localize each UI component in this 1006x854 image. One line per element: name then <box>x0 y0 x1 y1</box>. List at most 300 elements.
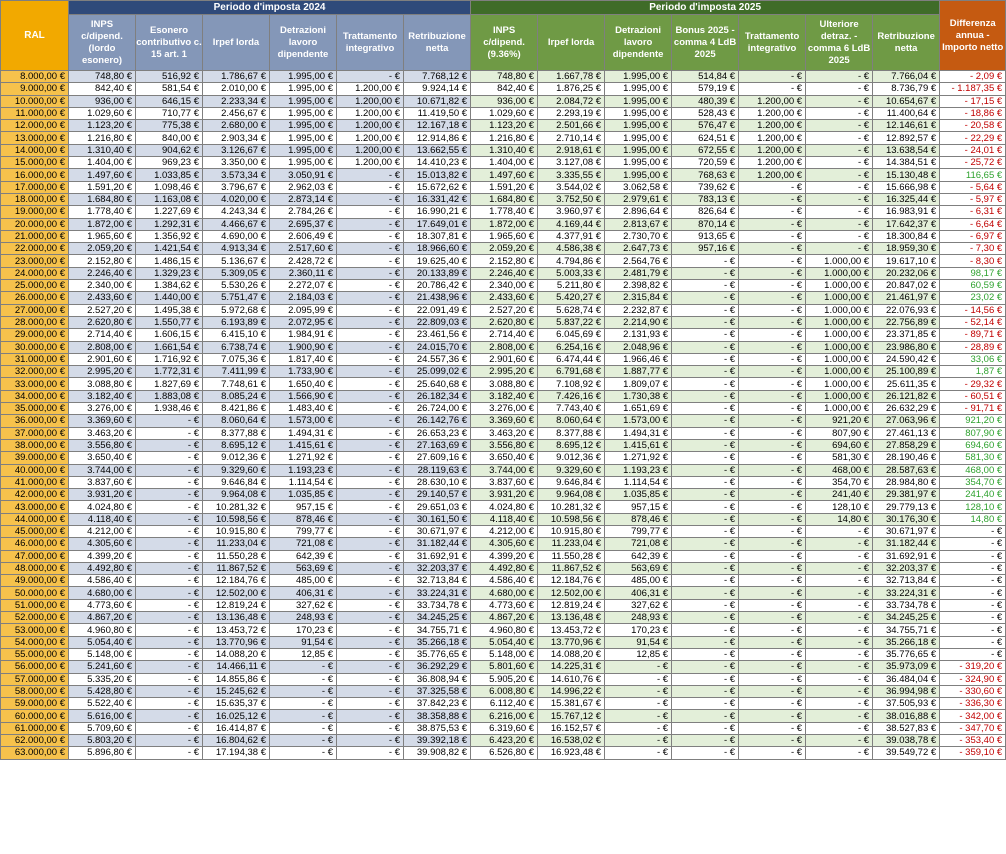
cell-2024[interactable]: 1.029,60 € <box>69 107 136 119</box>
cell-2025[interactable]: - € <box>672 476 739 488</box>
cell-2025[interactable]: 2.084,72 € <box>538 95 605 107</box>
cell-2025[interactable]: 783,13 € <box>672 193 739 205</box>
cell-2024[interactable]: 1.995,00 € <box>270 107 337 119</box>
cell-2025[interactable]: 27.461,13 € <box>873 427 940 439</box>
ral-cell[interactable]: 8.000,00 € <box>1 71 69 83</box>
cell-2024[interactable]: 34.755,71 € <box>404 624 471 636</box>
cell-2025[interactable]: - € <box>739 550 806 562</box>
ral-cell[interactable]: 49.000,00 € <box>1 575 69 587</box>
cell-2024[interactable]: 26.724,00 € <box>404 403 471 415</box>
cell-2025[interactable]: 30.176,30 € <box>873 513 940 525</box>
cell-2024[interactable]: 30.161,50 € <box>404 513 471 525</box>
cell-2024[interactable]: - € <box>337 648 404 660</box>
difference-cell[interactable]: - € <box>940 624 1006 636</box>
cell-2025[interactable]: 2.710,14 € <box>538 132 605 144</box>
cell-2024[interactable]: 10.671,82 € <box>404 95 471 107</box>
cell-2025[interactable]: 7.766,04 € <box>873 71 940 83</box>
cell-2025[interactable]: - € <box>739 636 806 648</box>
cell-2024[interactable]: 24.015,70 € <box>404 341 471 353</box>
cell-2025[interactable]: 15.767,12 € <box>538 710 605 722</box>
cell-2024[interactable]: 1.292,31 € <box>136 218 203 230</box>
cell-2024[interactable]: 4.690,00 € <box>203 230 270 242</box>
cell-2024[interactable]: 4.492,80 € <box>69 562 136 574</box>
cell-2024[interactable]: 12.819,24 € <box>203 599 270 611</box>
cell-2025[interactable]: - € <box>605 698 672 710</box>
cell-2025[interactable]: - € <box>739 685 806 697</box>
cell-2025[interactable]: - € <box>672 366 739 378</box>
cell-2024[interactable]: 1.965,60 € <box>69 230 136 242</box>
ral-cell[interactable]: 33.000,00 € <box>1 378 69 390</box>
cell-2025[interactable]: - € <box>605 685 672 697</box>
cell-2024[interactable]: - € <box>337 341 404 353</box>
cell-2025[interactable]: - € <box>806 612 873 624</box>
cell-2025[interactable]: - € <box>739 476 806 488</box>
cell-2024[interactable]: 1.995,00 € <box>270 95 337 107</box>
difference-cell[interactable]: 807,90 € <box>940 427 1006 439</box>
cell-2025[interactable]: 14.088,20 € <box>538 648 605 660</box>
difference-cell[interactable]: 354,70 € <box>940 476 1006 488</box>
difference-cell[interactable]: - 22,29 € <box>940 132 1006 144</box>
cell-2024[interactable]: - € <box>337 390 404 402</box>
cell-2024[interactable]: - € <box>136 513 203 525</box>
difference-cell[interactable]: 468,00 € <box>940 464 1006 476</box>
ral-cell[interactable]: 10.000,00 € <box>1 95 69 107</box>
cell-2024[interactable]: 4.867,20 € <box>69 612 136 624</box>
cell-2025[interactable]: 3.088,80 € <box>471 378 538 390</box>
cell-2025[interactable]: - € <box>605 747 672 759</box>
cell-2025[interactable]: 14,80 € <box>806 513 873 525</box>
cell-2024[interactable]: 4.024,80 € <box>69 501 136 513</box>
cell-2025[interactable]: - € <box>739 624 806 636</box>
cell-2024[interactable]: 3.126,67 € <box>203 144 270 156</box>
cell-2025[interactable]: 1.995,00 € <box>605 71 672 83</box>
cell-2024[interactable]: - € <box>136 698 203 710</box>
cell-2024[interactable]: 1.033,85 € <box>136 169 203 181</box>
cell-2025[interactable]: 1.651,69 € <box>605 403 672 415</box>
cell-2024[interactable]: 4.773,60 € <box>69 599 136 611</box>
cell-2025[interactable]: 468,00 € <box>806 464 873 476</box>
cell-2024[interactable]: 1.384,62 € <box>136 280 203 292</box>
cell-2024[interactable]: 35.776,65 € <box>404 648 471 660</box>
cell-2024[interactable]: 1.995,00 € <box>270 144 337 156</box>
cell-2025[interactable]: 1.995,00 € <box>605 157 672 169</box>
cell-2025[interactable]: 7.426,16 € <box>538 390 605 402</box>
cell-2025[interactable]: 6.045,69 € <box>538 329 605 341</box>
cell-2025[interactable]: 35.266,18 € <box>873 636 940 648</box>
cell-2024[interactable]: 1.650,40 € <box>270 378 337 390</box>
cell-2024[interactable]: 1.483,40 € <box>270 403 337 415</box>
cell-2024[interactable]: 34.245,25 € <box>404 612 471 624</box>
ral-cell[interactable]: 34.000,00 € <box>1 390 69 402</box>
cell-2025[interactable]: - € <box>739 353 806 365</box>
cell-2025[interactable]: 1.200,00 € <box>739 157 806 169</box>
ral-cell[interactable]: 20.000,00 € <box>1 218 69 230</box>
cell-2025[interactable]: - € <box>806 735 873 747</box>
cell-2025[interactable]: 14.996,22 € <box>538 685 605 697</box>
cell-2025[interactable]: - € <box>806 181 873 193</box>
cell-2024[interactable]: 30.671,97 € <box>404 525 471 537</box>
ral-cell[interactable]: 22.000,00 € <box>1 243 69 255</box>
cell-2025[interactable]: 842,40 € <box>471 83 538 95</box>
cell-2024[interactable]: - € <box>136 722 203 734</box>
cell-2025[interactable]: 12.184,76 € <box>538 575 605 587</box>
cell-2024[interactable]: 26.142,76 € <box>404 415 471 427</box>
cell-2025[interactable]: - € <box>739 181 806 193</box>
cell-2024[interactable]: 1.329,23 € <box>136 267 203 279</box>
cell-2025[interactable]: - € <box>672 304 739 316</box>
cell-2024[interactable]: 904,62 € <box>136 144 203 156</box>
cell-2024[interactable]: 1.995,00 € <box>270 132 337 144</box>
cell-2025[interactable]: - € <box>672 353 739 365</box>
cell-2024[interactable]: 1.778,40 € <box>69 206 136 218</box>
cell-2025[interactable]: - € <box>672 501 739 513</box>
cell-2025[interactable]: 2.620,80 € <box>471 316 538 328</box>
cell-2025[interactable]: - € <box>739 193 806 205</box>
cell-2024[interactable]: 5.428,80 € <box>69 685 136 697</box>
cell-2024[interactable]: - € <box>337 575 404 587</box>
cell-2024[interactable]: 31.692,91 € <box>404 550 471 562</box>
cell-2024[interactable]: - € <box>337 722 404 734</box>
cell-2024[interactable]: - € <box>136 685 203 697</box>
difference-cell[interactable]: - € <box>940 587 1006 599</box>
difference-cell[interactable]: - 5,64 € <box>940 181 1006 193</box>
cell-2025[interactable]: 38.527,83 € <box>873 722 940 734</box>
cell-2025[interactable]: 2.433,60 € <box>471 292 538 304</box>
cell-2025[interactable]: 1.415,61 € <box>605 439 672 451</box>
cell-2025[interactable]: - € <box>739 316 806 328</box>
cell-2024[interactable]: 1.883,08 € <box>136 390 203 402</box>
cell-2025[interactable]: - € <box>806 169 873 181</box>
cell-2025[interactable]: 2.808,00 € <box>471 341 538 353</box>
cell-2024[interactable]: 1.566,90 € <box>270 390 337 402</box>
cell-2024[interactable]: 15.245,62 € <box>203 685 270 697</box>
cell-2024[interactable]: 2.517,60 € <box>270 243 337 255</box>
cell-2025[interactable]: 2.232,87 € <box>605 304 672 316</box>
cell-2024[interactable]: 3.050,91 € <box>270 169 337 181</box>
cell-2024[interactable]: 721,08 € <box>270 538 337 550</box>
cell-2024[interactable]: 13.453,72 € <box>203 624 270 636</box>
cell-2024[interactable]: 9.329,60 € <box>203 464 270 476</box>
ral-cell[interactable]: 38.000,00 € <box>1 439 69 451</box>
cell-2024[interactable]: 12.502,00 € <box>203 587 270 599</box>
difference-cell[interactable]: - 6,97 € <box>940 230 1006 242</box>
cell-2025[interactable]: 1.000,00 € <box>806 353 873 365</box>
cell-2025[interactable]: 20.232,06 € <box>873 267 940 279</box>
cell-2025[interactable]: 4.960,80 € <box>471 624 538 636</box>
cell-2025[interactable]: - € <box>806 661 873 673</box>
cell-2024[interactable]: 1.872,00 € <box>69 218 136 230</box>
cell-2025[interactable]: 672,55 € <box>672 144 739 156</box>
cell-2024[interactable]: - € <box>337 292 404 304</box>
cell-2025[interactable]: - € <box>739 230 806 242</box>
cell-2024[interactable]: 19.625,40 € <box>404 255 471 267</box>
ral-cell[interactable]: 43.000,00 € <box>1 501 69 513</box>
ral-cell[interactable]: 23.000,00 € <box>1 255 69 267</box>
ral-cell[interactable]: 36.000,00 € <box>1 415 69 427</box>
ral-cell[interactable]: 9.000,00 € <box>1 83 69 95</box>
cell-2024[interactable]: - € <box>337 427 404 439</box>
cell-2024[interactable]: - € <box>337 489 404 501</box>
cell-2025[interactable]: 1.000,00 € <box>806 329 873 341</box>
cell-2025[interactable]: - € <box>739 439 806 451</box>
cell-2025[interactable]: 799,77 € <box>605 525 672 537</box>
cell-2025[interactable]: 6.254,16 € <box>538 341 605 353</box>
cell-2025[interactable]: 8.377,88 € <box>538 427 605 439</box>
cell-2024[interactable]: 2.010,00 € <box>203 83 270 95</box>
cell-2025[interactable]: 4.118,40 € <box>471 513 538 525</box>
cell-2024[interactable]: - € <box>337 329 404 341</box>
cell-2025[interactable]: - € <box>806 673 873 685</box>
cell-2025[interactable]: 2.813,67 € <box>605 218 672 230</box>
cell-2024[interactable]: 15.672,62 € <box>404 181 471 193</box>
cell-2024[interactable]: 936,00 € <box>69 95 136 107</box>
difference-cell[interactable]: - 20,58 € <box>940 120 1006 132</box>
ral-cell[interactable]: 11.000,00 € <box>1 107 69 119</box>
difference-cell[interactable]: - 359,10 € <box>940 747 1006 759</box>
cell-2025[interactable]: 563,69 € <box>605 562 672 574</box>
ral-cell[interactable]: 47.000,00 € <box>1 550 69 562</box>
cell-2025[interactable]: 1.000,00 € <box>806 267 873 279</box>
cell-2025[interactable]: - € <box>672 292 739 304</box>
cell-2025[interactable]: 624,51 € <box>672 132 739 144</box>
cell-2025[interactable]: - € <box>739 304 806 316</box>
cell-2024[interactable]: - € <box>136 710 203 722</box>
difference-cell[interactable]: 694,60 € <box>940 439 1006 451</box>
cell-2025[interactable]: 13.136,48 € <box>538 612 605 624</box>
cell-2025[interactable]: 2.340,00 € <box>471 280 538 292</box>
cell-2025[interactable]: 6.008,80 € <box>471 685 538 697</box>
cell-2025[interactable]: 5.905,20 € <box>471 673 538 685</box>
cell-2025[interactable]: 2.315,84 € <box>605 292 672 304</box>
cell-2025[interactable]: 721,08 € <box>605 538 672 550</box>
cell-2024[interactable]: - € <box>136 525 203 537</box>
cell-2024[interactable]: 27.163,69 € <box>404 439 471 451</box>
cell-2024[interactable]: 7.075,36 € <box>203 353 270 365</box>
cell-2024[interactable]: - € <box>270 685 337 697</box>
cell-2025[interactable]: 957,15 € <box>605 501 672 513</box>
cell-2024[interactable]: 8.060,64 € <box>203 415 270 427</box>
cell-2024[interactable]: 1.733,90 € <box>270 366 337 378</box>
cell-2025[interactable]: 17.642,37 € <box>873 218 940 230</box>
cell-2024[interactable]: 248,93 € <box>270 612 337 624</box>
cell-2025[interactable]: - € <box>672 685 739 697</box>
cell-2025[interactable]: 5.054,40 € <box>471 636 538 648</box>
cell-2025[interactable]: 1.193,23 € <box>605 464 672 476</box>
cell-2025[interactable]: 9.646,84 € <box>538 476 605 488</box>
cell-2024[interactable]: 3.837,60 € <box>69 476 136 488</box>
cell-2025[interactable]: 30.671,97 € <box>873 525 940 537</box>
cell-2024[interactable]: 11.867,52 € <box>203 562 270 574</box>
cell-2024[interactable]: 4.960,80 € <box>69 624 136 636</box>
cell-2024[interactable]: 7.411,99 € <box>203 366 270 378</box>
cell-2024[interactable]: - € <box>337 735 404 747</box>
cell-2025[interactable]: 26.121,82 € <box>873 390 940 402</box>
cell-2025[interactable]: 1.995,00 € <box>605 83 672 95</box>
cell-2025[interactable]: 6.216,00 € <box>471 710 538 722</box>
cell-2025[interactable]: - € <box>739 599 806 611</box>
cell-2024[interactable]: - € <box>337 587 404 599</box>
cell-2024[interactable]: 3.276,00 € <box>69 403 136 415</box>
cell-2025[interactable]: 21.461,97 € <box>873 292 940 304</box>
cell-2024[interactable]: 3.796,67 € <box>203 181 270 193</box>
cell-2025[interactable]: - € <box>739 501 806 513</box>
cell-2024[interactable]: 1.606,15 € <box>136 329 203 341</box>
cell-2024[interactable]: 9.012,36 € <box>203 452 270 464</box>
cell-2025[interactable]: - € <box>672 280 739 292</box>
cell-2025[interactable]: 1.000,00 € <box>806 280 873 292</box>
cell-2025[interactable]: 13.770,96 € <box>538 636 605 648</box>
cell-2025[interactable]: 1.200,00 € <box>739 107 806 119</box>
ral-cell[interactable]: 13.000,00 € <box>1 132 69 144</box>
cell-2024[interactable]: - € <box>136 550 203 562</box>
cell-2025[interactable]: 1.573,00 € <box>605 415 672 427</box>
difference-cell[interactable]: 241,40 € <box>940 489 1006 501</box>
cell-2025[interactable]: - € <box>672 562 739 574</box>
cell-2025[interactable]: - € <box>739 403 806 415</box>
ral-cell[interactable]: 45.000,00 € <box>1 525 69 537</box>
cell-2025[interactable]: - € <box>672 710 739 722</box>
cell-2025[interactable]: 5.420,27 € <box>538 292 605 304</box>
cell-2025[interactable]: 12.819,24 € <box>538 599 605 611</box>
cell-2025[interactable]: 4.399,20 € <box>471 550 538 562</box>
cell-2025[interactable]: - € <box>739 280 806 292</box>
cell-2025[interactable]: 9.964,08 € <box>538 489 605 501</box>
cell-2024[interactable]: 1.415,61 € <box>270 439 337 451</box>
cell-2025[interactable]: 1.684,80 € <box>471 193 538 205</box>
difference-cell[interactable]: - € <box>940 575 1006 587</box>
cell-2025[interactable]: - € <box>739 378 806 390</box>
cell-2024[interactable]: 840,00 € <box>136 132 203 144</box>
cell-2025[interactable]: 4.586,38 € <box>538 243 605 255</box>
cell-2025[interactable]: - € <box>806 648 873 660</box>
cell-2024[interactable]: - € <box>337 513 404 525</box>
cell-2025[interactable]: - € <box>739 415 806 427</box>
cell-2025[interactable]: 10.654,67 € <box>873 95 940 107</box>
cell-2024[interactable]: - € <box>337 525 404 537</box>
cell-2025[interactable]: - € <box>739 673 806 685</box>
cell-2025[interactable]: 3.752,50 € <box>538 193 605 205</box>
difference-cell[interactable]: 60,59 € <box>940 280 1006 292</box>
cell-2025[interactable]: 739,62 € <box>672 181 739 193</box>
cell-2024[interactable]: 4.020,00 € <box>203 193 270 205</box>
cell-2024[interactable]: 15.013,82 € <box>404 169 471 181</box>
cell-2025[interactable]: 18.959,30 € <box>873 243 940 255</box>
ral-cell[interactable]: 50.000,00 € <box>1 587 69 599</box>
cell-2024[interactable]: - € <box>270 673 337 685</box>
cell-2024[interactable]: 5.709,60 € <box>69 722 136 734</box>
cell-2025[interactable]: 3.182,40 € <box>471 390 538 402</box>
cell-2024[interactable]: 642,39 € <box>270 550 337 562</box>
cell-2025[interactable]: 2.730,70 € <box>605 230 672 242</box>
cell-2024[interactable]: 2.456,67 € <box>203 107 270 119</box>
ral-cell[interactable]: 54.000,00 € <box>1 636 69 648</box>
cell-2025[interactable]: 3.650,40 € <box>471 452 538 464</box>
cell-2024[interactable]: 2.527,20 € <box>69 304 136 316</box>
cell-2025[interactable]: 1.200,00 € <box>739 132 806 144</box>
cell-2025[interactable]: 11.550,28 € <box>538 550 605 562</box>
cell-2025[interactable]: 1.494,31 € <box>605 427 672 439</box>
cell-2025[interactable]: 16.923,48 € <box>538 747 605 759</box>
cell-2024[interactable]: 8.377,88 € <box>203 427 270 439</box>
cell-2025[interactable]: 6.319,60 € <box>471 722 538 734</box>
cell-2024[interactable]: 5.530,26 € <box>203 280 270 292</box>
cell-2025[interactable]: - € <box>672 316 739 328</box>
difference-cell[interactable]: - 7,30 € <box>940 243 1006 255</box>
cell-2025[interactable]: - € <box>739 292 806 304</box>
cell-2024[interactable]: 581,54 € <box>136 83 203 95</box>
cell-2024[interactable]: 1.035,85 € <box>270 489 337 501</box>
cell-2025[interactable]: 26.632,29 € <box>873 403 940 415</box>
cell-2025[interactable]: 16.325,44 € <box>873 193 940 205</box>
cell-2024[interactable]: - € <box>136 587 203 599</box>
cell-2024[interactable]: 12.184,76 € <box>203 575 270 587</box>
cell-2025[interactable]: - € <box>739 218 806 230</box>
cell-2024[interactable]: 2.903,34 € <box>203 132 270 144</box>
cell-2024[interactable]: 170,23 € <box>270 624 337 636</box>
cell-2024[interactable]: 16.990,21 € <box>404 206 471 218</box>
cell-2025[interactable]: - € <box>672 673 739 685</box>
cell-2024[interactable]: 22.091,49 € <box>404 304 471 316</box>
cell-2024[interactable]: 4.305,60 € <box>69 538 136 550</box>
cell-2024[interactable]: 18.307,81 € <box>404 230 471 242</box>
cell-2024[interactable]: 5.616,00 € <box>69 710 136 722</box>
cell-2024[interactable]: - € <box>136 415 203 427</box>
cell-2024[interactable]: 38.875,53 € <box>404 722 471 734</box>
cell-2025[interactable]: 3.276,00 € <box>471 403 538 415</box>
cell-2024[interactable]: 35.266,18 € <box>404 636 471 648</box>
difference-cell[interactable]: - 342,00 € <box>940 710 1006 722</box>
cell-2024[interactable]: 5.896,80 € <box>69 747 136 759</box>
cell-2025[interactable]: 2.059,20 € <box>471 243 538 255</box>
cell-2025[interactable]: 4.794,86 € <box>538 255 605 267</box>
cell-2025[interactable]: 4.680,00 € <box>471 587 538 599</box>
cell-2024[interactable]: 4.913,34 € <box>203 243 270 255</box>
cell-2024[interactable]: 1.271,92 € <box>270 452 337 464</box>
cell-2025[interactable]: - € <box>739 735 806 747</box>
cell-2025[interactable]: 2.918,61 € <box>538 144 605 156</box>
cell-2024[interactable]: 5.136,67 € <box>203 255 270 267</box>
cell-2024[interactable]: 13.770,96 € <box>203 636 270 648</box>
cell-2024[interactable]: 17.649,01 € <box>404 218 471 230</box>
cell-2024[interactable]: 7.768,12 € <box>404 71 471 83</box>
cell-2025[interactable]: - € <box>806 575 873 587</box>
cell-2025[interactable]: 1.035,85 € <box>605 489 672 501</box>
difference-cell[interactable]: - 8,30 € <box>940 255 1006 267</box>
cell-2025[interactable]: 748,80 € <box>471 71 538 83</box>
cell-2025[interactable]: - € <box>806 599 873 611</box>
cell-2025[interactable]: 248,93 € <box>605 612 672 624</box>
cell-2024[interactable]: 20.133,89 € <box>404 267 471 279</box>
cell-2025[interactable]: 576,47 € <box>672 120 739 132</box>
cell-2024[interactable]: - € <box>337 538 404 550</box>
cell-2024[interactable]: 9.924,14 € <box>404 83 471 95</box>
cell-2025[interactable]: 36.994,98 € <box>873 685 940 697</box>
cell-2024[interactable]: - € <box>337 169 404 181</box>
cell-2024[interactable]: 5.803,20 € <box>69 735 136 747</box>
cell-2025[interactable]: 1.876,25 € <box>538 83 605 95</box>
cell-2024[interactable]: 4.243,34 € <box>203 206 270 218</box>
cell-2025[interactable]: 34.245,25 € <box>873 612 940 624</box>
cell-2024[interactable]: 12.167,18 € <box>404 120 471 132</box>
cell-2024[interactable]: 1.356,92 € <box>136 230 203 242</box>
cell-2024[interactable]: 32.203,37 € <box>404 562 471 574</box>
cell-2025[interactable]: 12.502,00 € <box>538 587 605 599</box>
cell-2025[interactable]: 1.216,80 € <box>471 132 538 144</box>
cell-2025[interactable]: 3.837,60 € <box>471 476 538 488</box>
cell-2025[interactable]: 3.556,80 € <box>471 439 538 451</box>
difference-cell[interactable]: - € <box>940 612 1006 624</box>
cell-2025[interactable]: 10.281,32 € <box>538 501 605 513</box>
